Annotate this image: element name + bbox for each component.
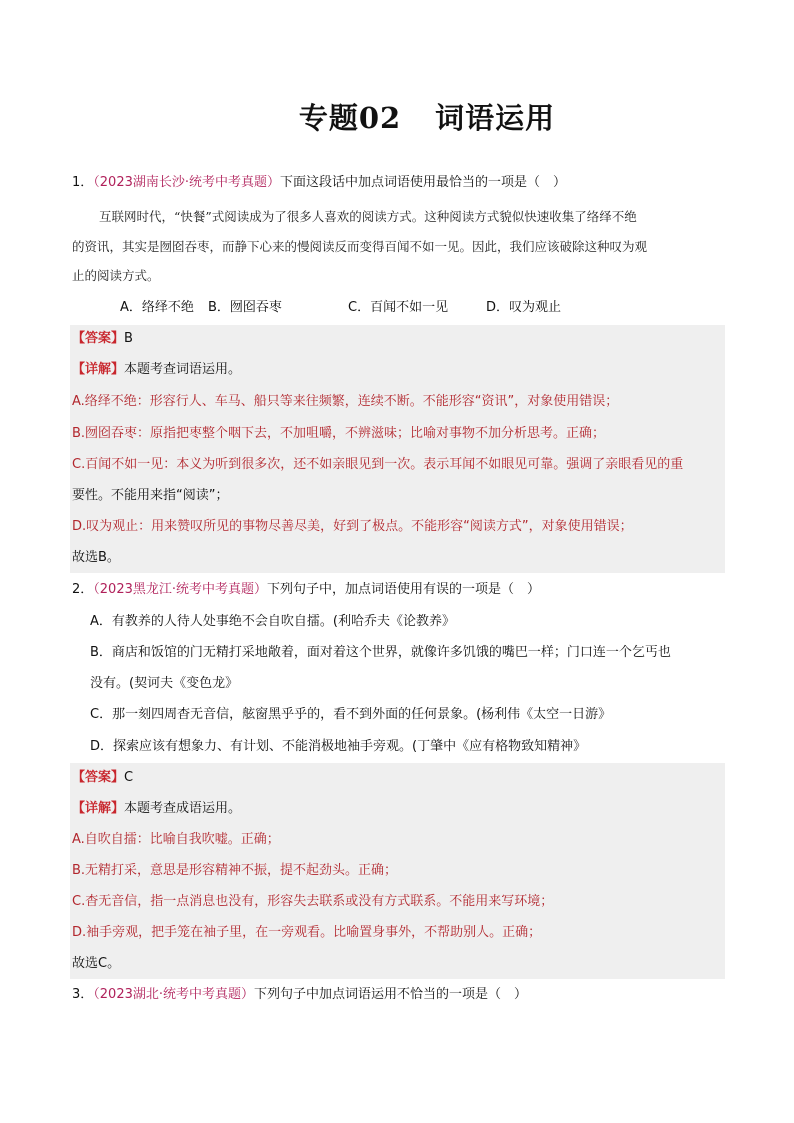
q2-answer-tag: 【答案】 (72, 770, 125, 785)
q1-option-c: C．百闻不如一见 (348, 300, 449, 315)
q2-option-a: A．有教养的人待人处事绝不会自吹自擂。(利哈乔夫《论教养》 (90, 614, 455, 629)
q1-source: （2023湖南长沙·统考中考真题） (93, 175, 280, 190)
q2-stem-text: 下列句子中，加点词语使用有误的一项是（ ） (267, 582, 541, 597)
q2-analysis-a (72, 830, 280, 850)
q2-analysis-a-text: A.自吹自擂：比喻自我吹嘘。正确； (72, 832, 280, 847)
page-title (0, 96, 794, 137)
q1-passage-line-1: 互联网时代，“快餐”式阅读成为了很多人喜欢的阅读方式。这种阅读方式貌似快速收集了络绎不绝 (99, 209, 637, 224)
q1-passage-line-3: 止的阅读方式。 (72, 268, 160, 283)
q1-option-d: D．叹为观止 (486, 300, 562, 315)
q2-answer-value: C (124, 770, 134, 785)
title-part1: 专题02 (298, 101, 402, 135)
q2-analysis-c-text: C.杳无音信，指一点消息也没有，形容失去联系或没有方式联系。不能用来写环境； (72, 894, 554, 909)
q3-stem-text: 下列句子中加点词语运用不恰当的一项是（ ） (254, 987, 528, 1002)
q1-option-a: A．络绎不绝 (120, 300, 194, 315)
q1-answer (72, 329, 133, 349)
q1-detail-tag: 【详解】 (72, 362, 125, 377)
q2-analysis-b-text: B.无精打采，意思是形容精神不振，提不起劲头。正确； (72, 863, 398, 878)
q2-conclusion: 故选C。 (72, 956, 121, 971)
q1-detail (72, 360, 241, 380)
q1-passage-line-2: 的资讯，其实是囫囵吞枣，而静下心来的慢阅读反而变得百闻不如一见。因此，我们应该破除这种叹为观 (72, 239, 648, 254)
q1-detail-intro: 本题考查词语运用。 (124, 362, 242, 377)
q1-number: 1． (72, 175, 94, 190)
q1-answer-value: B (124, 331, 133, 346)
q2-analysis-b (72, 861, 397, 881)
q2-option-c: C．那一刻四周杳无音信，舷窗黑乎乎的，看不到外面的任何景象。(杨利伟《太空一日游》 (90, 707, 612, 722)
q3-number: 3． (72, 987, 94, 1002)
q1-analysis-a-text: A.络绎不绝：形容行人、车马、船只等来往频繁，连续不断。不能形容“资讯”，对象使用错误； (72, 394, 619, 409)
q2-analysis-d (72, 923, 541, 943)
q1-stem-text: 下面这段话中加点词语使用最恰当的一项是（ ） (280, 175, 567, 190)
q2-option-d: D．探索应该有想象力、有计划、不能消极地袖手旁观。(丁肇中《应有格物致知精神》 (90, 739, 587, 754)
question-1-stem (72, 173, 566, 193)
q1-analysis-a (72, 392, 618, 412)
question-3-stem (72, 985, 527, 1005)
q2-detail-tag: 【详解】 (72, 801, 125, 816)
q2-detail-intro: 本题考查成语运用。 (124, 801, 242, 816)
q1-option-b: B．囫囵吞枣 (208, 300, 282, 315)
q2-number: 2． (72, 582, 94, 597)
title-part2: 词语运用 (435, 101, 556, 135)
q1-analysis-c-text: C.百闻不如一见：本义为听到很多次，还不如亲眼见到一次。表示耳闻不如眼见可靠。强调了亲眼看见的重 (72, 457, 684, 472)
q3-source: （2023湖北·统考中考真题） (93, 987, 254, 1002)
q1-analysis-c (72, 455, 683, 475)
q2-analysis-d-text: D.袖手旁观，把手笼在袖子里，在一旁观看。比喻置身事外，不帮助别人。正确； (72, 925, 542, 940)
q2-analysis-c (72, 892, 553, 912)
q2-source: （2023黑龙江·统考中考真题） (93, 582, 267, 597)
q2-answer (72, 768, 133, 788)
q1-analysis-c-cont: 要性。不能用来指“阅读”； (72, 488, 229, 503)
q2-option-b: B．商店和饭馆的门无精打采地敞着，面对着这个世界，就像许多饥饿的嘴巴一样；门口连一个乞丐也 (90, 645, 671, 660)
q2-option-b-cont: 没有。(契诃夫《变色龙》 (90, 676, 239, 691)
question-2-stem (72, 580, 540, 600)
q2-detail (72, 799, 241, 819)
q1-analysis-d (72, 517, 633, 537)
q1-conclusion: 故选B。 (72, 550, 120, 565)
q1-analysis-b (72, 424, 605, 444)
q1-analysis-b-text: B.囫囵吞枣：原指把枣整个咽下去，不加咀嚼，不辨滋味；比喻对事物不加分析思考。正确； (72, 426, 606, 441)
q1-answer-tag: 【答案】 (72, 331, 125, 346)
q1-analysis-d-text: D.叹为观止：用来赞叹所见的事物尽善尽美，好到了极点。不能形容“阅读方式”，对象使用错误； (72, 519, 633, 534)
